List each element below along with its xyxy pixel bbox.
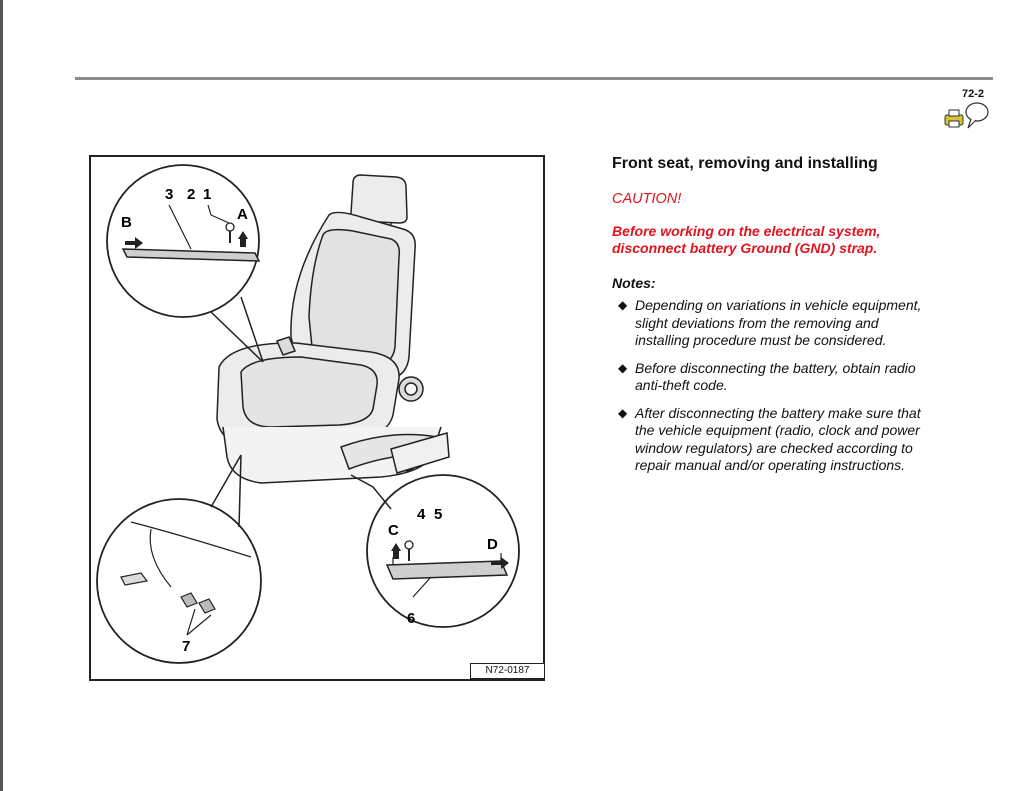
warning-text: Before working on the electrical system, disconnect battery Ground (GND) strap. <box>612 223 881 256</box>
note-item <box>612 405 992 475</box>
callout-6: 6 <box>407 610 416 627</box>
notes-list <box>612 297 992 475</box>
figure-code: N72-0187 <box>470 663 545 679</box>
caution-label: CAUTION! <box>612 191 682 207</box>
print-icon[interactable] <box>945 110 963 127</box>
note-item <box>612 297 992 350</box>
callout-7: 7 <box>182 638 191 655</box>
callout-3: 3 <box>165 186 174 203</box>
callout-A: A <box>237 206 248 223</box>
header-rule <box>75 77 993 80</box>
comment-icon[interactable] <box>966 103 988 128</box>
seat-illustration <box>91 157 543 679</box>
detail-circle-bottom-left <box>97 455 261 663</box>
callout-C: C <box>388 522 399 539</box>
page-number: 72-2 <box>962 88 985 100</box>
page-title: Front seat, removing and installing <box>612 155 878 172</box>
notes-label: Notes: <box>612 275 656 291</box>
detail-circle-top-left <box>107 165 263 362</box>
callout-D: D <box>487 536 498 553</box>
diamond-bullet-icon: ◆ <box>618 405 628 420</box>
callout-2: 2 <box>187 186 196 203</box>
callout-4: 4 <box>417 506 426 523</box>
page-left-border <box>0 0 3 791</box>
note-item <box>612 360 992 395</box>
note-text: Before disconnecting the battery, obtain radio anti-theft code. <box>635 359 916 393</box>
callout-5: 5 <box>434 506 443 523</box>
nav-icons <box>942 101 992 131</box>
procedure-text <box>612 155 992 485</box>
note-text: Depending on variations in vehicle equipment, slight deviations from the removing and installing procedure must be considered. <box>635 297 922 348</box>
callout-B: B <box>121 214 132 231</box>
diamond-bullet-icon: ◆ <box>618 298 628 312</box>
diamond-bullet-icon: ◆ <box>618 360 628 375</box>
seat-figure <box>89 155 545 681</box>
note-text: After disconnecting the battery make sure that the vehicle equipment (radio, clock and power window regulators) are checked according to repair manual and/or operating instructions. <box>635 404 921 473</box>
callout-1: 1 <box>203 186 212 203</box>
